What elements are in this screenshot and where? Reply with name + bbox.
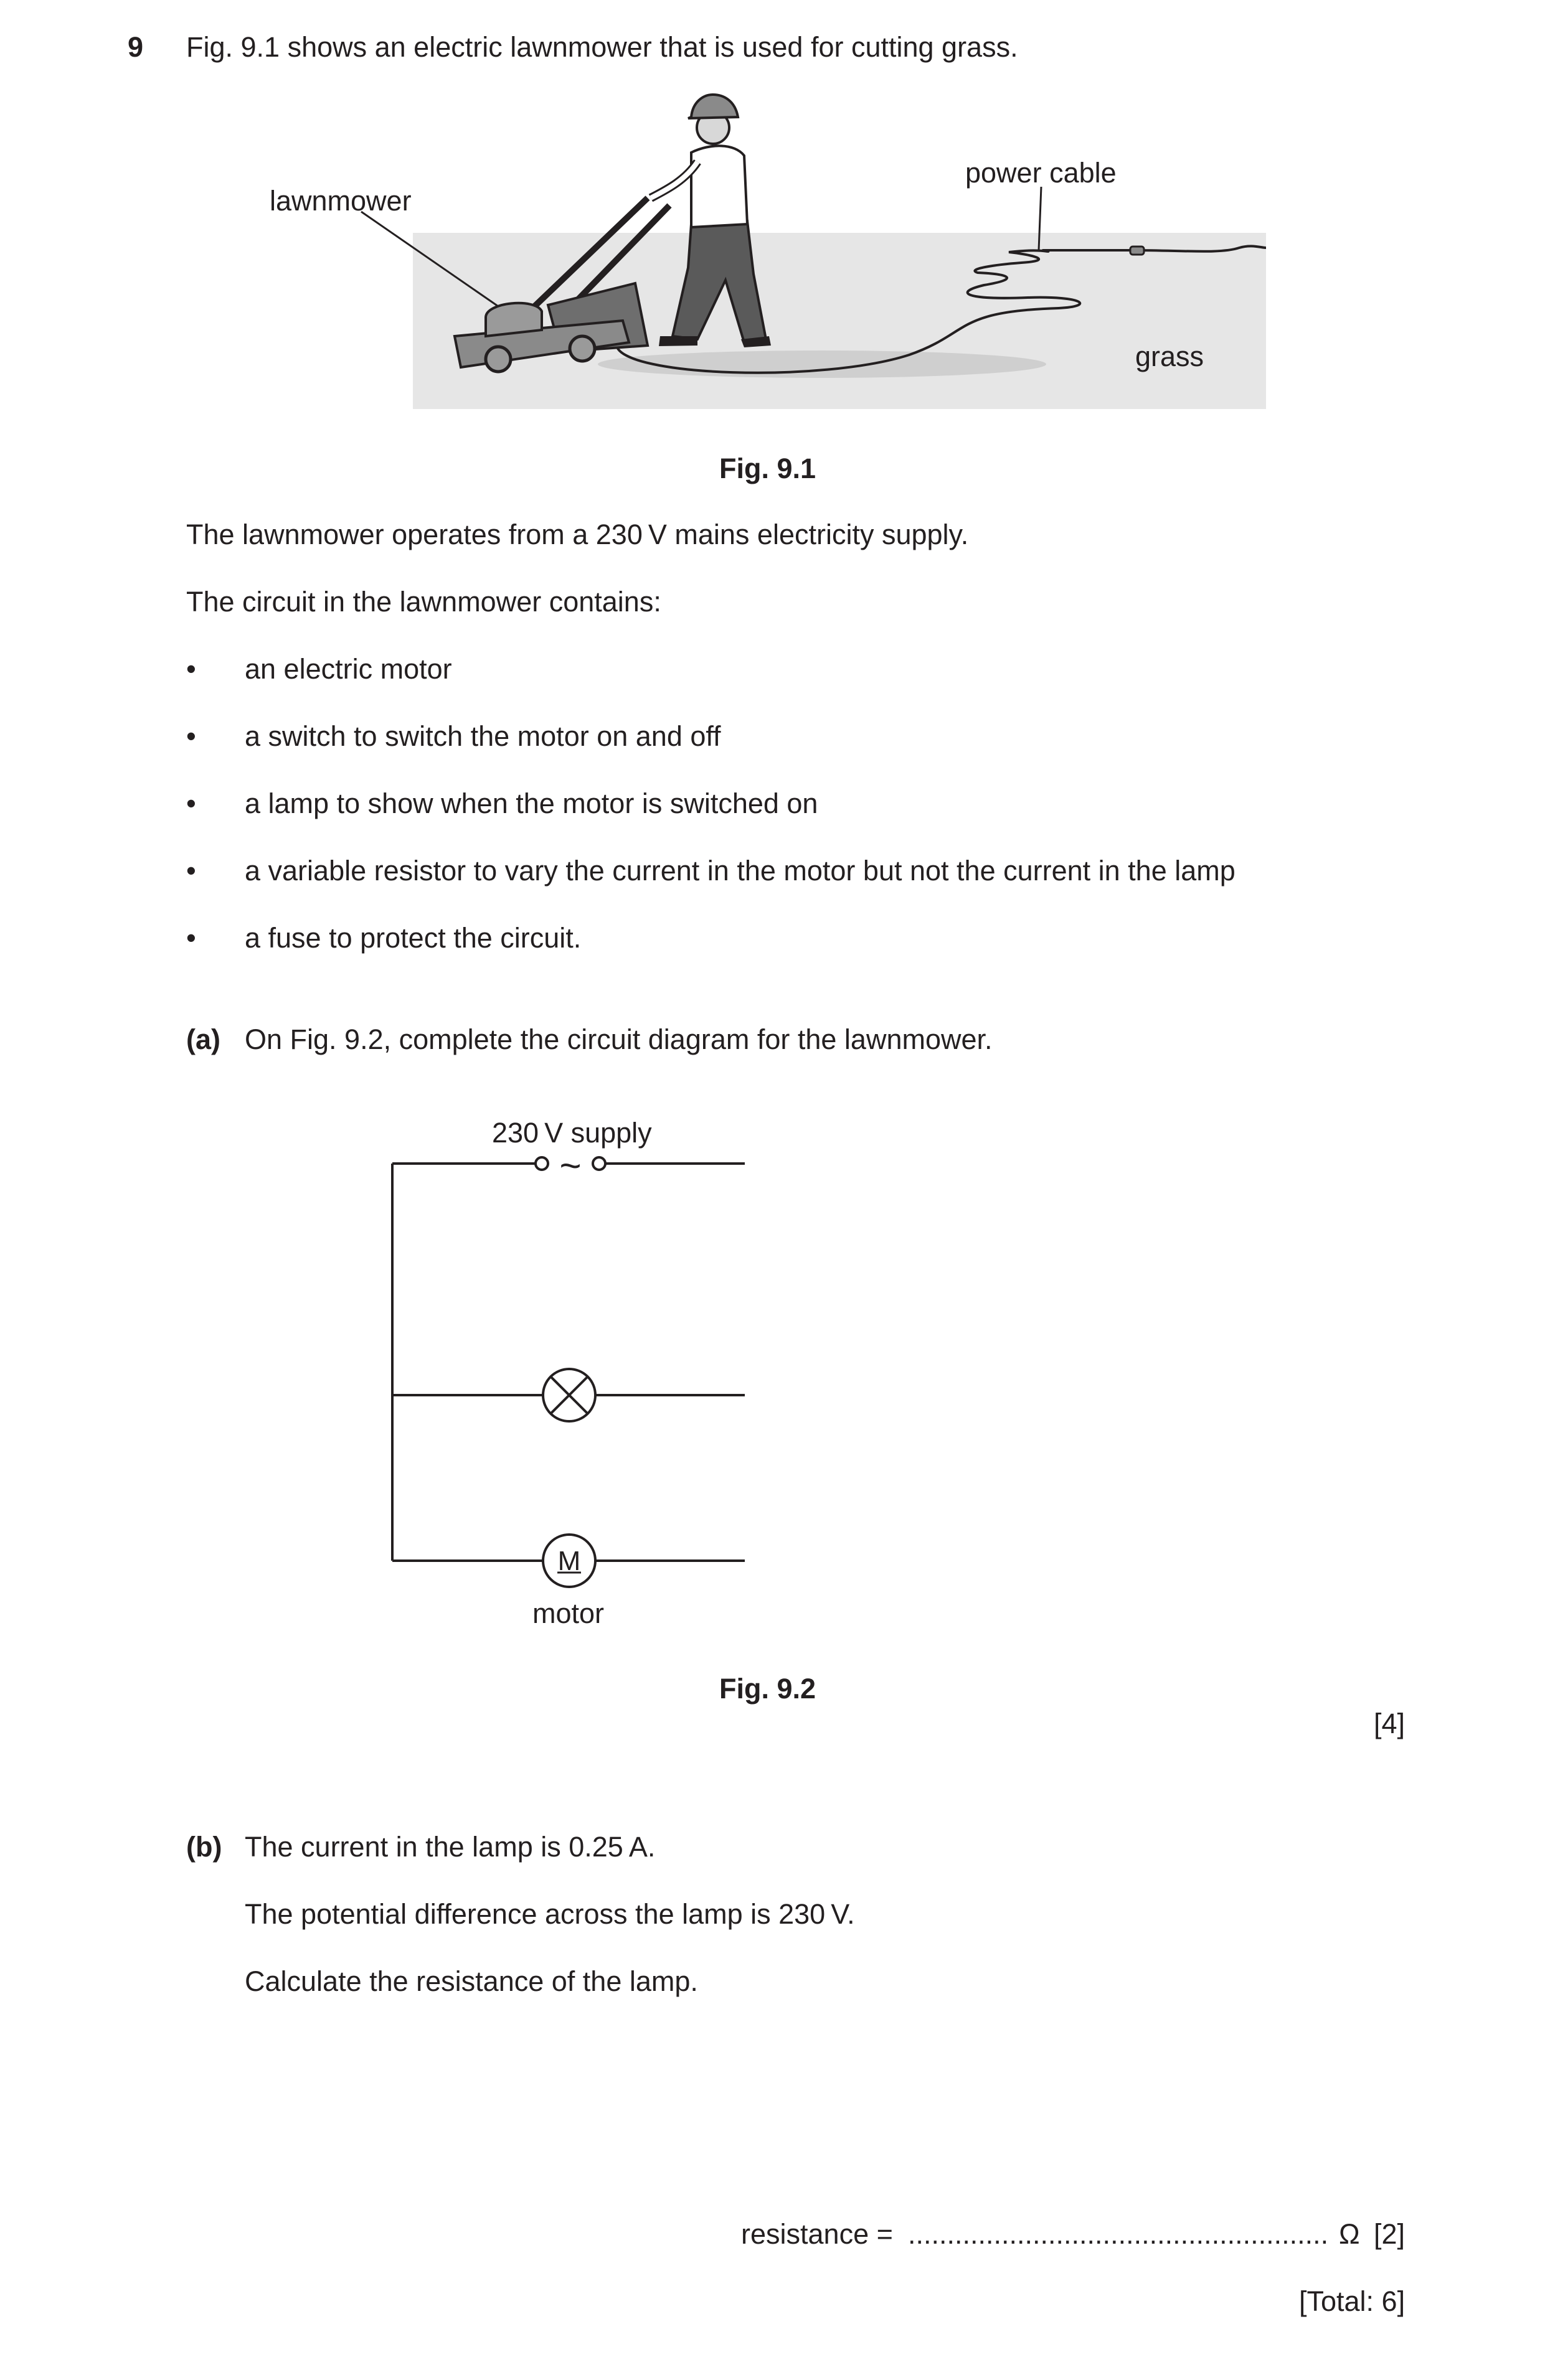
bullet-1-symbol: • (186, 653, 196, 685)
bullet-3-symbol: • (186, 788, 196, 819)
label-power-cable: power cable (965, 157, 1117, 189)
motor-label: motor (532, 1597, 605, 1629)
bullet-5-symbol: • (186, 922, 196, 954)
question-total: [Total: 6] (1299, 2285, 1406, 2317)
supply-terminal-left (536, 1157, 548, 1170)
bullet-2: a switch to switch the motor on and off (245, 720, 721, 752)
label-grass: grass (1135, 341, 1204, 372)
part-b-line-1: The current in the lamp is 0.25 A. (245, 1831, 656, 1863)
bullet-2-symbol: • (186, 720, 196, 752)
bullet-4: a variable resistor to vary the current in the motor but not the current in the lamp (245, 855, 1236, 887)
answer-unit: Ω (1339, 2218, 1360, 2250)
question-number: 9 (128, 31, 144, 63)
part-a-marks: [4] (1374, 1708, 1406, 1739)
bullet-3: a lamp to show when the motor is switched on (245, 788, 818, 819)
question-intro: Fig. 9.1 shows an electric lawnmower that is used for cutting grass. (186, 31, 1018, 63)
answer-prefix: resistance = (741, 2218, 893, 2250)
part-b-line-3: Calculate the resistance of the lamp. (245, 1965, 698, 1997)
part-b-marks: [2] (1374, 2218, 1406, 2250)
supply-terminal-right (593, 1157, 605, 1170)
bullet-1: an electric motor (245, 653, 452, 685)
part-b-label: (b) (186, 1831, 222, 1863)
contains-statement: The circuit in the lawnmower contains: (186, 586, 661, 618)
part-a-label: (a) (186, 1023, 220, 1055)
fig-9-1-caption: Fig. 9.1 (719, 453, 816, 484)
fig-9-2-caption: Fig. 9.2 (719, 1673, 816, 1705)
ac-symbol: ~ (559, 1145, 582, 1187)
bullet-4-symbol: • (186, 855, 196, 887)
motor-M: M (557, 1546, 581, 1576)
answer-line[interactable]: ...................................................... (908, 2218, 1329, 2250)
supply-label: 230 V supply (492, 1117, 652, 1149)
part-b-line-2: The potential difference across the lamp is 230 V. (245, 1898, 855, 1930)
part-a-text: On Fig. 9.2, complete the circuit diagram for the lawnmower. (245, 1023, 993, 1055)
supply-statement: The lawnmower operates from a 230 V mains electricity supply. (186, 519, 969, 550)
bullet-5: a fuse to protect the circuit. (245, 922, 582, 954)
label-lawnmower: lawnmower (270, 185, 412, 217)
